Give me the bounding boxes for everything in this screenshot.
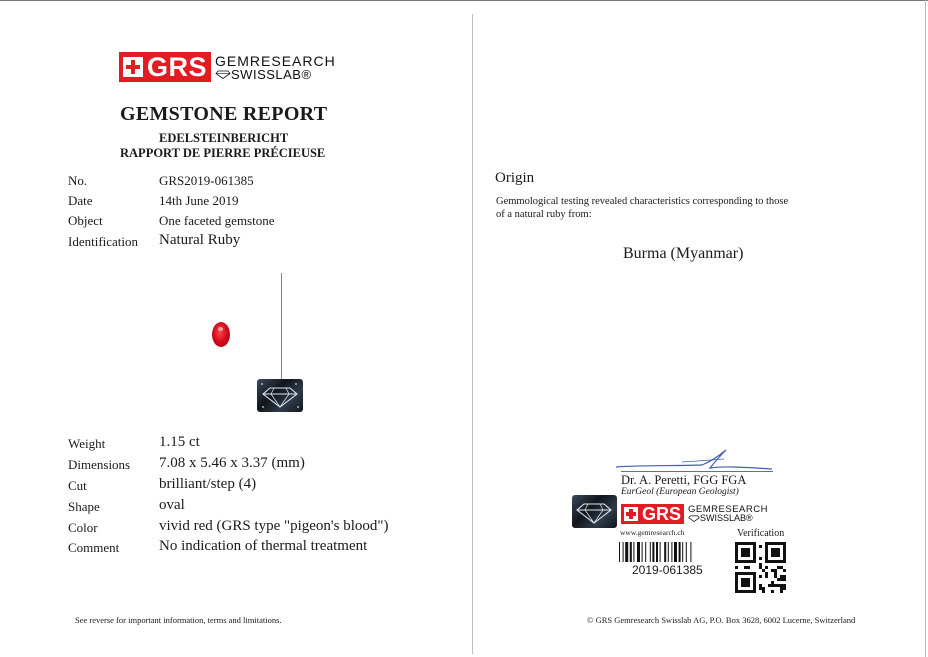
swiss-cross-icon: [123, 57, 143, 77]
qr-code-icon: [735, 542, 786, 593]
logo-brand: GRS: [147, 51, 208, 82]
origin-heading: Origin: [495, 170, 535, 186]
cut-label: Cut: [68, 478, 87, 493]
diamond-hologram-icon: [572, 495, 617, 528]
logo-line2-row: [215, 68, 336, 81]
ruby-photo-icon: [212, 322, 230, 347]
object-value: One faceted gemstone: [159, 213, 275, 228]
logo-small-line2-row: [688, 514, 768, 523]
grs-logo-small: [621, 504, 768, 524]
color-value: vivid red (GRS type "pigeon's blood"): [159, 518, 389, 534]
right-edge: [925, 0, 926, 657]
center-fold-divider: [472, 14, 473, 654]
comment-label: Comment: [68, 540, 120, 555]
grs-logo-small-badge: [621, 504, 684, 524]
no-value: GRS2019-061385: [159, 173, 254, 188]
signature-line: [621, 471, 773, 472]
comment-value: No indication of thermal treatment: [159, 538, 368, 554]
logo-line1: GEMRESEARCH: [215, 52, 336, 69]
report-subtitle-de: EDELSTEINBERICHT: [159, 131, 289, 145]
footer-copyright: © GRS Gemresearch Swisslab AG, P.O. Box 3628, 6002 Lucerne, Switzerland: [587, 615, 856, 625]
dimensions-label: Dimensions: [68, 457, 131, 472]
identification-label: Identification: [68, 234, 139, 249]
no-label: No.: [68, 173, 88, 188]
identification-value: Natural Ruby: [159, 232, 241, 248]
logo-small-text: [688, 505, 768, 524]
swiss-cross-icon: [624, 507, 638, 521]
color-label: Color: [68, 520, 98, 535]
website: www.gemresearch.ch: [620, 528, 685, 537]
date-label: Date: [68, 193, 93, 208]
logo-small-brand: GRS: [642, 503, 682, 524]
object-label: Object: [68, 213, 103, 228]
weight-label: Weight: [68, 436, 106, 451]
origin-text-line2: of a natural ruby from:: [496, 209, 592, 220]
shape-value: oval: [159, 497, 185, 513]
origin-value: Burma (Myanmar): [623, 245, 744, 262]
grs-logo: [119, 52, 336, 82]
logo-small-line1: GEMRESEARCH: [688, 503, 768, 515]
footer-disclaimer: See reverse for important information, terms and limitations.: [75, 615, 282, 625]
signer-name: Dr. A. Peretti, FGG FGA: [621, 473, 747, 487]
diamond-icon: [688, 515, 700, 522]
photo-pointer-line: [281, 273, 282, 385]
registered-mark: ®: [746, 513, 753, 524]
dimensions-value: 7.08 x 5.46 x 3.37 (mm): [159, 455, 305, 471]
weight-value: 1.15 ct: [159, 434, 200, 450]
report-subtitle-fr: RAPPORT DE PIERRE PRÉCIEUSE: [120, 146, 326, 160]
date-value: 14th June 2019: [159, 193, 239, 208]
origin-text-line1: Gemmological testing revealed characteristics corresponding to those: [496, 196, 789, 207]
diamond-icon: [215, 70, 231, 79]
signer-title: EurGeol (European Geologist): [621, 487, 739, 497]
logo-small-line2: SWISSLAB: [700, 513, 747, 524]
logo-line2: SWISSLAB: [231, 66, 302, 82]
cut-value: brilliant/step (4): [159, 476, 257, 492]
barcode-number: 2019-061385: [632, 563, 703, 577]
registered-mark: ®: [301, 66, 312, 82]
grs-logo-badge: [119, 52, 211, 82]
report-title: GEMSTONE REPORT: [120, 103, 328, 125]
verification-label: Verification: [737, 528, 785, 539]
diamond-hologram-icon: [257, 379, 303, 412]
ruby-highlight: [218, 327, 223, 331]
shape-label: Shape: [68, 499, 100, 514]
logo-text: [215, 54, 336, 81]
top-edge: [0, 0, 928, 1]
barcode-icon: [619, 542, 719, 562]
